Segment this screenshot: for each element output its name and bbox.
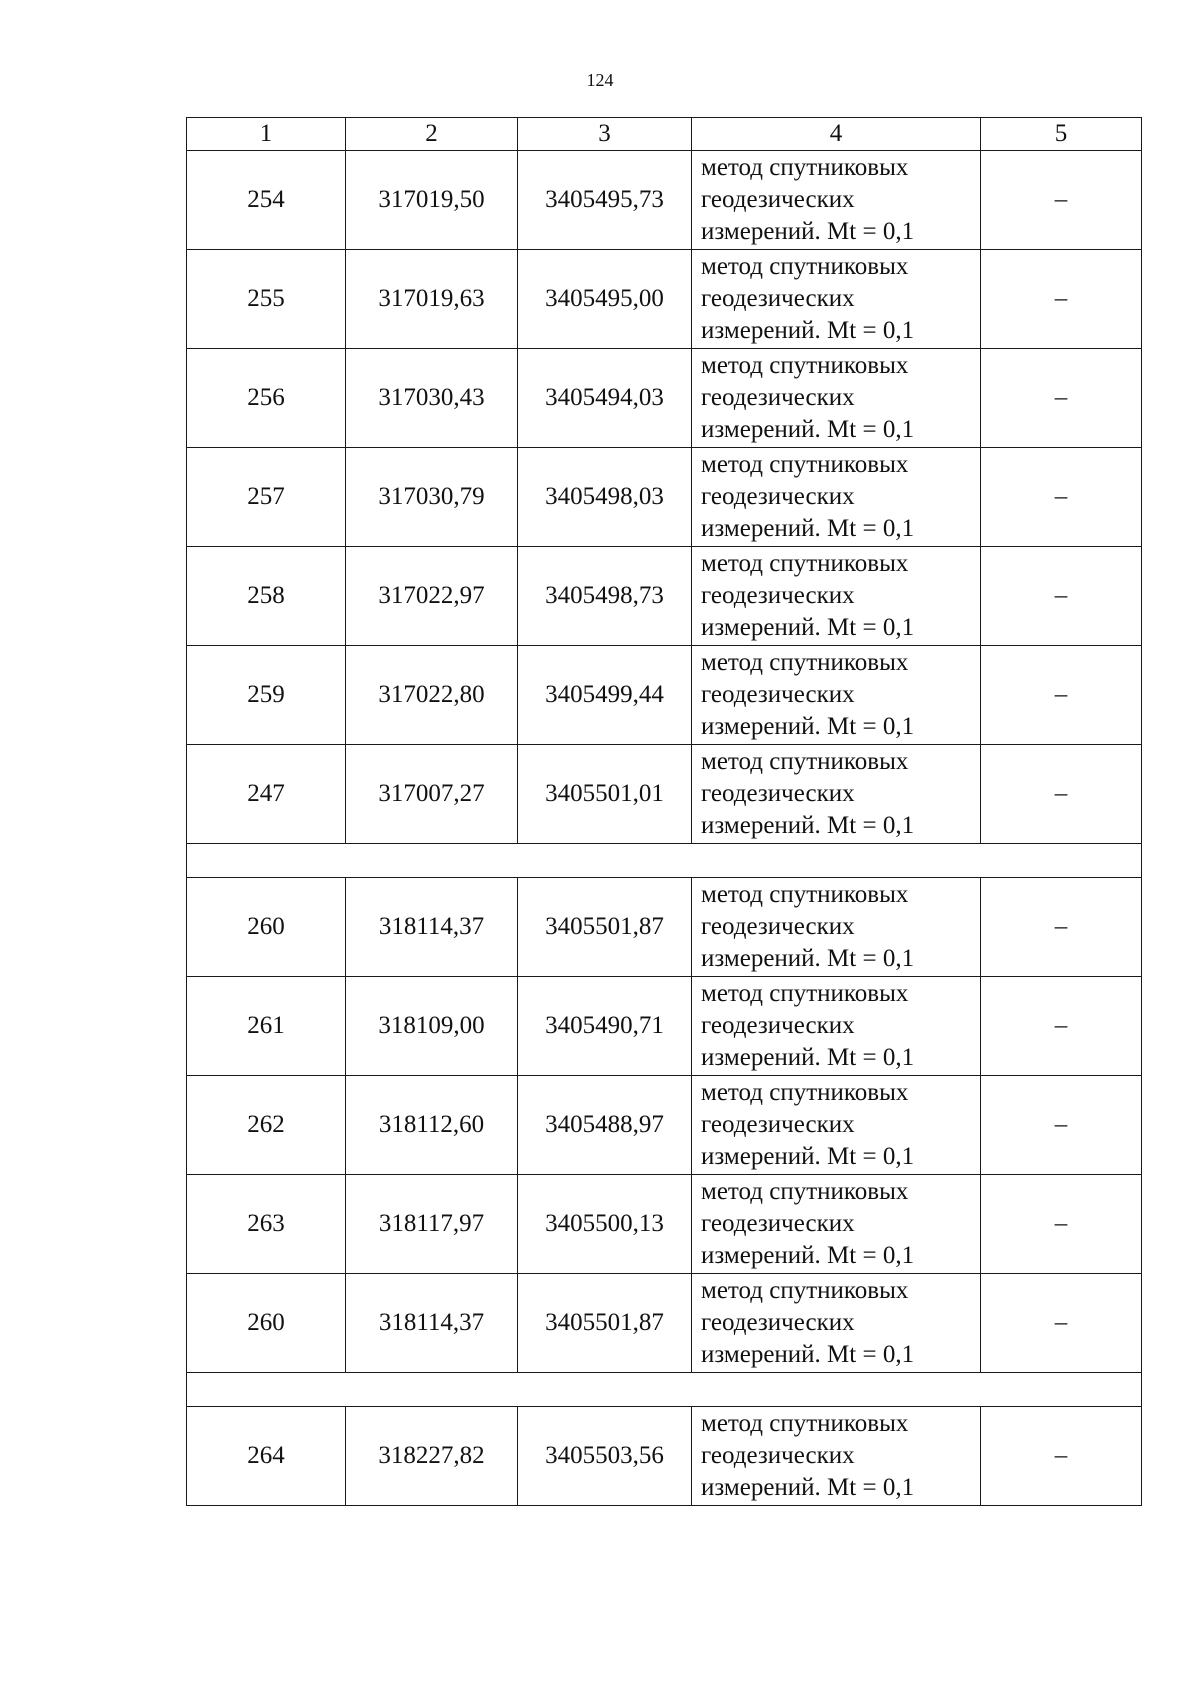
section-separator-row — [187, 1373, 1142, 1407]
method-line-2: геодезических — [701, 1111, 855, 1138]
method-line-2: геодезических — [701, 681, 855, 708]
method-line-1: метод спутниковых — [701, 154, 909, 181]
point-number-cell: 259 — [187, 646, 346, 745]
note-cell: – — [981, 250, 1142, 349]
header-row — [187, 118, 1142, 151]
method-cell — [692, 349, 981, 448]
method-line-2: геодезических — [701, 483, 855, 510]
note-cell: – — [981, 349, 1142, 448]
method-line-1: метод спутниковых — [701, 980, 909, 1007]
method-line-3: измерений. Mt = 0,1 — [701, 945, 915, 972]
method-line-1: метод спутниковых — [701, 1178, 909, 1205]
method-line-2: геодезических — [701, 1012, 855, 1039]
method-line-1: метод спутниковых — [701, 1079, 909, 1106]
method-line-3: измерений. Mt = 0,1 — [701, 317, 915, 344]
section-separator-cell — [187, 1373, 1142, 1407]
note-cell: – — [981, 1175, 1142, 1274]
table-row — [187, 1076, 1142, 1175]
table-row — [187, 1407, 1142, 1506]
note-cell: – — [981, 878, 1142, 977]
note-cell: – — [981, 1274, 1142, 1373]
x-coordinate-cell: 318114,37 — [346, 1274, 518, 1373]
method-cell — [692, 1175, 981, 1274]
y-coordinate-cell: 3405495,73 — [518, 151, 692, 250]
point-number-cell: 257 — [187, 448, 346, 547]
y-coordinate-cell: 3405494,03 — [518, 349, 692, 448]
method-cell — [692, 151, 981, 250]
method-cell — [692, 1407, 981, 1506]
header-cell-2: 2 — [346, 118, 518, 151]
x-coordinate-cell: 318112,60 — [346, 1076, 518, 1175]
method-line-3: измерений. Mt = 0,1 — [701, 1242, 915, 1269]
method-line-1: метод спутниковых — [701, 1277, 909, 1304]
y-coordinate-cell: 3405499,44 — [518, 646, 692, 745]
method-cell — [692, 646, 981, 745]
note-cell: – — [981, 745, 1142, 844]
x-coordinate-cell: 317030,79 — [346, 448, 518, 547]
method-line-2: геодезических — [701, 1309, 855, 1336]
table-row — [187, 547, 1142, 646]
y-coordinate-cell: 3405501,87 — [518, 878, 692, 977]
x-coordinate-cell: 318114,37 — [346, 878, 518, 977]
header-cell-4: 4 — [692, 118, 981, 151]
y-coordinate-cell: 3405503,56 — [518, 1407, 692, 1506]
note-cell: – — [981, 977, 1142, 1076]
method-cell — [692, 745, 981, 844]
method-line-1: метод спутниковых — [701, 253, 909, 280]
note-cell: – — [981, 448, 1142, 547]
point-number-cell: 260 — [187, 1274, 346, 1373]
method-cell — [692, 250, 981, 349]
note-cell: – — [981, 1407, 1142, 1506]
x-coordinate-cell: 318117,97 — [346, 1175, 518, 1274]
point-number-cell: 255 — [187, 250, 346, 349]
y-coordinate-cell: 3405498,73 — [518, 547, 692, 646]
table-row — [187, 646, 1142, 745]
method-cell — [692, 878, 981, 977]
x-coordinate-cell: 318227,82 — [346, 1407, 518, 1506]
note-cell: – — [981, 1076, 1142, 1175]
point-number-cell: 258 — [187, 547, 346, 646]
method-line-3: измерений. Mt = 0,1 — [701, 614, 915, 641]
y-coordinate-cell: 3405500,13 — [518, 1175, 692, 1274]
method-line-1: метод спутниковых — [701, 881, 909, 908]
method-line-3: измерений. Mt = 0,1 — [701, 1341, 915, 1368]
x-coordinate-cell: 317019,63 — [346, 250, 518, 349]
note-cell: – — [981, 547, 1142, 646]
method-line-3: измерений. Mt = 0,1 — [701, 713, 915, 740]
method-line-2: геодезических — [701, 1442, 855, 1469]
method-cell — [692, 1076, 981, 1175]
method-line-3: измерений. Mt = 0,1 — [701, 1044, 915, 1071]
method-line-2: геодезических — [701, 1210, 855, 1237]
table-row — [187, 1274, 1142, 1373]
table-row — [187, 1175, 1142, 1274]
method-line-1: метод спутниковых — [701, 352, 909, 379]
y-coordinate-cell: 3405488,97 — [518, 1076, 692, 1175]
point-number-cell: 256 — [187, 349, 346, 448]
method-line-3: измерений. Mt = 0,1 — [701, 812, 915, 839]
table-row — [187, 349, 1142, 448]
method-line-2: геодезических — [701, 186, 855, 213]
coordinates-table — [186, 117, 1142, 1506]
section-separator-cell — [187, 844, 1142, 878]
y-coordinate-cell: 3405490,71 — [518, 977, 692, 1076]
x-coordinate-cell: 317022,80 — [346, 646, 518, 745]
point-number-cell: 262 — [187, 1076, 346, 1175]
point-number-cell: 260 — [187, 878, 346, 977]
page-number: 124 — [586, 70, 614, 90]
method-line-1: метод спутниковых — [701, 649, 909, 676]
point-number-cell: 264 — [187, 1407, 346, 1506]
point-number-cell: 247 — [187, 745, 346, 844]
method-line-2: геодезических — [701, 384, 855, 411]
table-row — [187, 448, 1142, 547]
y-coordinate-cell: 3405501,87 — [518, 1274, 692, 1373]
method-line-2: геодезических — [701, 582, 855, 609]
header-cell-3: 3 — [518, 118, 692, 151]
method-cell — [692, 1274, 981, 1373]
table-row — [187, 878, 1142, 977]
table-row — [187, 151, 1142, 250]
section-separator-row — [187, 844, 1142, 878]
point-number-cell: 254 — [187, 151, 346, 250]
x-coordinate-cell: 317022,97 — [346, 547, 518, 646]
method-line-3: измерений. Mt = 0,1 — [701, 416, 915, 443]
y-coordinate-cell: 3405498,03 — [518, 448, 692, 547]
method-line-1: метод спутниковых — [701, 1410, 909, 1437]
y-coordinate-cell: 3405495,00 — [518, 250, 692, 349]
method-line-3: измерений. Mt = 0,1 — [701, 1143, 915, 1170]
method-cell — [692, 448, 981, 547]
method-line-1: метод спутниковых — [701, 550, 909, 577]
method-line-2: геодезических — [701, 913, 855, 940]
method-line-3: измерений. Mt = 0,1 — [701, 1474, 915, 1501]
header-cell-1: 1 — [187, 118, 346, 151]
header-cell-5: 5 — [981, 118, 1142, 151]
method-line-3: измерений. Mt = 0,1 — [701, 515, 915, 542]
x-coordinate-cell: 317019,50 — [346, 151, 518, 250]
method-line-2: геодезических — [701, 285, 855, 312]
table-row — [187, 977, 1142, 1076]
method-cell — [692, 547, 981, 646]
point-number-cell: 263 — [187, 1175, 346, 1274]
table-body — [187, 118, 1142, 1506]
point-number-cell: 261 — [187, 977, 346, 1076]
method-line-3: измерений. Mt = 0,1 — [701, 218, 915, 245]
x-coordinate-cell: 317007,27 — [346, 745, 518, 844]
x-coordinate-cell: 318109,00 — [346, 977, 518, 1076]
note-cell: – — [981, 151, 1142, 250]
table-row — [187, 250, 1142, 349]
table-row — [187, 745, 1142, 844]
note-cell: – — [981, 646, 1142, 745]
method-line-2: геодезических — [701, 780, 855, 807]
method-line-1: метод спутниковых — [701, 748, 909, 775]
y-coordinate-cell: 3405501,01 — [518, 745, 692, 844]
x-coordinate-cell: 317030,43 — [346, 349, 518, 448]
method-cell — [692, 977, 981, 1076]
method-line-1: метод спутниковых — [701, 451, 909, 478]
